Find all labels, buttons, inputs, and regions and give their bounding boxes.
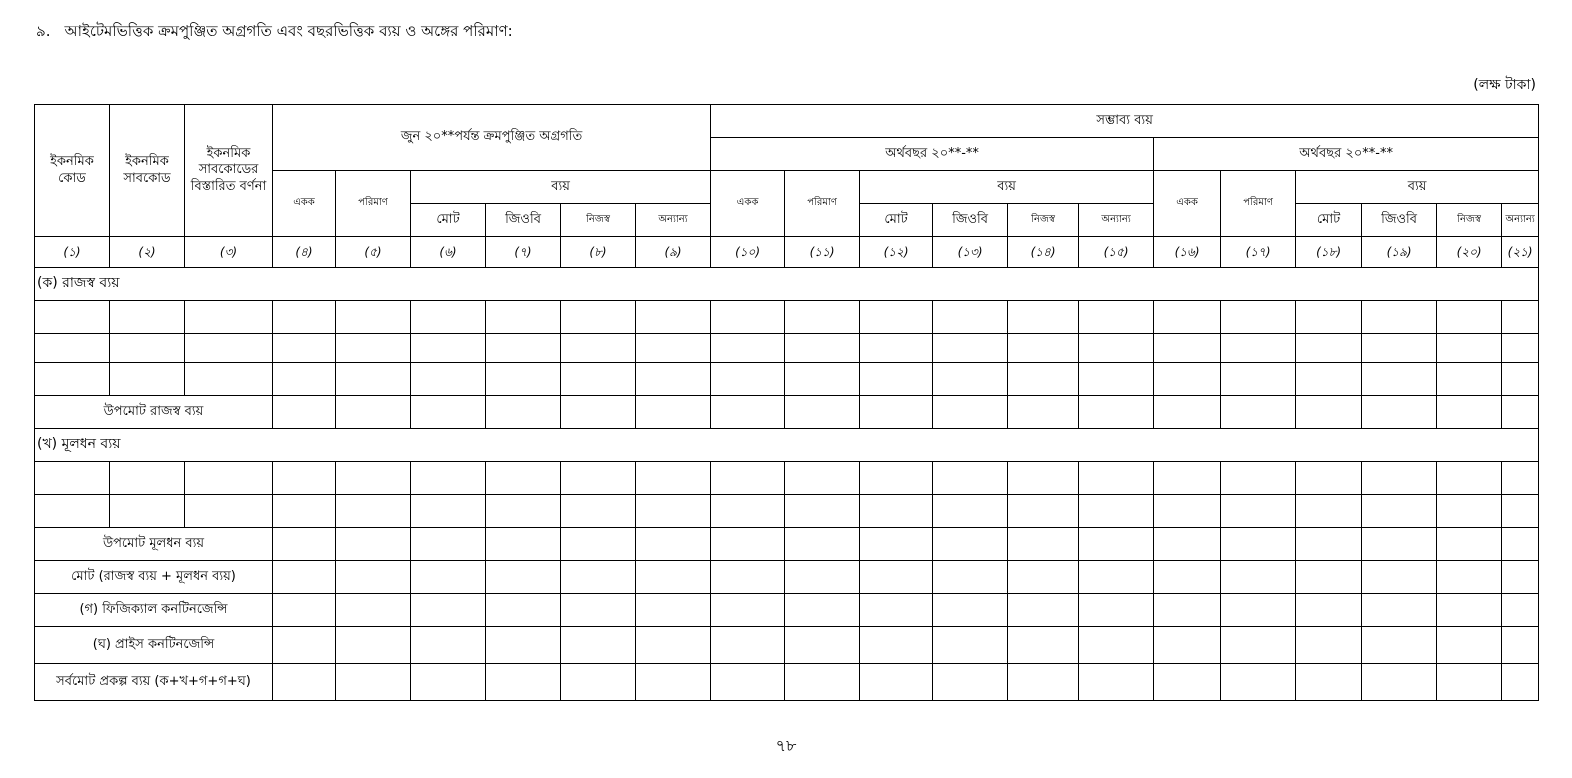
table-cell (486, 363, 561, 396)
table-cell (486, 301, 561, 334)
table-cell (336, 462, 411, 495)
table-cell (1079, 594, 1154, 627)
header-probable-expense: সম্ভাব্য ব্যয় (711, 105, 1539, 138)
table-cell (411, 664, 486, 701)
table-cell (1362, 495, 1437, 528)
table-cell (336, 594, 411, 627)
table-cell (711, 627, 785, 664)
capital-subtotal-label: উপমোট মূলধন ব্যয় (35, 528, 273, 561)
table-cell (1008, 396, 1079, 429)
table-cell (1362, 528, 1437, 561)
table-cell (1008, 528, 1079, 561)
table-cell (785, 363, 860, 396)
table-cell (336, 334, 411, 363)
table-cell (785, 627, 860, 664)
table-cell (711, 334, 785, 363)
table-row (35, 301, 1539, 334)
revenue-subtotal-label: উপমোট রাজস্ব ব্যয় (35, 396, 273, 429)
table-cell (1008, 462, 1079, 495)
table-cell (1296, 594, 1362, 627)
table-cell (411, 627, 486, 664)
table-cell (1502, 627, 1539, 664)
summary-row-grand-total (35, 561, 1539, 594)
table-cell (1437, 334, 1502, 363)
table-cell (860, 462, 933, 495)
summary-row-price-contingency (35, 627, 1539, 664)
table-cell (1154, 495, 1221, 528)
physical-contingency-label: (গ) ফিজিক্যাল কনটিনজেন্সি (35, 594, 273, 627)
table-cell (110, 363, 185, 396)
table-cell (636, 627, 711, 664)
table-cell (636, 334, 711, 363)
table-cell (1296, 561, 1362, 594)
table-cell (1079, 334, 1154, 363)
table-cell (1437, 396, 1502, 429)
table-cell (411, 334, 486, 363)
table-cell (411, 363, 486, 396)
table-cell (1437, 561, 1502, 594)
table-cell (933, 594, 1008, 627)
table-cell (110, 495, 185, 528)
table-cell (1362, 396, 1437, 429)
table-cell (1437, 627, 1502, 664)
table-cell (1154, 594, 1221, 627)
table-cell (636, 301, 711, 334)
table-cell (486, 528, 561, 561)
table-cell (185, 301, 273, 334)
table-cell (336, 301, 411, 334)
header-unit: একক (711, 171, 785, 237)
table-cell (636, 462, 711, 495)
table-cell (1502, 462, 1539, 495)
table-cell (1502, 334, 1539, 363)
table-cell (711, 664, 785, 701)
table-cell (1362, 301, 1437, 334)
table-cell (185, 462, 273, 495)
table-cell (711, 528, 785, 561)
header-unit: একক (273, 171, 336, 237)
table-cell (273, 495, 336, 528)
table-cell (636, 561, 711, 594)
header-own: নিজস্ব (1008, 204, 1079, 237)
table-cell (1502, 363, 1539, 396)
table-cell (336, 627, 411, 664)
table-cell (1221, 396, 1296, 429)
table-cell (860, 301, 933, 334)
table-cell (273, 301, 336, 334)
table-cell (1221, 561, 1296, 594)
table-cell (785, 462, 860, 495)
column-number: (২১) (1502, 237, 1539, 268)
table-cell (1296, 301, 1362, 334)
table-cell (110, 301, 185, 334)
table-cell (933, 664, 1008, 701)
table-cell (1079, 627, 1154, 664)
table-cell (1502, 561, 1539, 594)
table-cell (785, 664, 860, 701)
summary-row-capital-subtotal (35, 528, 1539, 561)
table-cell (486, 396, 561, 429)
table-cell (336, 561, 411, 594)
header-gob: জিওবি (486, 204, 561, 237)
header-fiscal-year-2: অর্থবছর ২০**-** (1154, 138, 1539, 171)
table-cell (411, 561, 486, 594)
table-cell (1008, 594, 1079, 627)
column-number: (৯) (636, 237, 711, 268)
column-number: (৮) (561, 237, 636, 268)
table-cell (711, 495, 785, 528)
table-cell (1296, 462, 1362, 495)
table-cell (1154, 627, 1221, 664)
table-cell (561, 495, 636, 528)
table-cell (273, 462, 336, 495)
table-cell (1221, 627, 1296, 664)
table-cell (1362, 363, 1437, 396)
table-cell (35, 462, 110, 495)
table-cell (1502, 528, 1539, 561)
header-quantity: পরিমাণ (1221, 171, 1296, 237)
table-cell (1296, 363, 1362, 396)
table-cell (1008, 664, 1079, 701)
table-cell (486, 334, 561, 363)
table-cell (1079, 363, 1154, 396)
table-cell (860, 594, 933, 627)
table-cell (933, 495, 1008, 528)
column-number: (১৭) (1221, 237, 1296, 268)
table-cell (1437, 528, 1502, 561)
table-cell (1362, 462, 1437, 495)
table-cell (1079, 495, 1154, 528)
table-row (35, 462, 1539, 495)
table-cell (1154, 664, 1221, 701)
table-cell (1437, 664, 1502, 701)
column-number: (১৯) (1362, 237, 1437, 268)
table-cell (1362, 627, 1437, 664)
table-cell (35, 334, 110, 363)
table-cell (1296, 627, 1362, 664)
table-cell (273, 594, 336, 627)
table-cell (411, 301, 486, 334)
table-cell (1362, 334, 1437, 363)
table-cell (486, 561, 561, 594)
table-cell (711, 561, 785, 594)
table-cell (1502, 495, 1539, 528)
column-number: (১৩) (933, 237, 1008, 268)
table-cell (1437, 363, 1502, 396)
table-cell (411, 528, 486, 561)
table-cell (336, 495, 411, 528)
table-cell (185, 334, 273, 363)
table-cell (561, 594, 636, 627)
column-number: (১১) (785, 237, 860, 268)
table-cell (1437, 301, 1502, 334)
table-cell (1221, 301, 1296, 334)
section-title: আইটেমভিত্তিক ক্রমপুঞ্জিত অগ্রগতি এবং বছরভিত্তিক ব্যয় ও অঙ্গের পরিমাণ: (64, 22, 513, 40)
table-cell (486, 462, 561, 495)
table-cell (1296, 396, 1362, 429)
table-cell (486, 627, 561, 664)
header-quantity: পরিমাণ (336, 171, 411, 237)
table-cell (711, 363, 785, 396)
table-cell (1079, 561, 1154, 594)
header-own: নিজস্ব (1437, 204, 1502, 237)
table-cell (933, 528, 1008, 561)
column-number: (১৬) (1154, 237, 1221, 268)
table-row (35, 495, 1539, 528)
table-cell (636, 594, 711, 627)
table-cell (561, 301, 636, 334)
table-cell (411, 495, 486, 528)
table-cell (273, 528, 336, 561)
table-cell (336, 528, 411, 561)
table-cell (1008, 495, 1079, 528)
table-cell (933, 462, 1008, 495)
table-cell (1008, 363, 1079, 396)
table-cell (1296, 495, 1362, 528)
table-cell (35, 363, 110, 396)
table-cell (1079, 528, 1154, 561)
table-cell (933, 363, 1008, 396)
column-number: (৬) (411, 237, 486, 268)
table-cell (785, 495, 860, 528)
table-cell (1502, 396, 1539, 429)
column-number: (১৪) (1008, 237, 1079, 268)
table-cell (933, 627, 1008, 664)
column-number: (১০) (711, 237, 785, 268)
section-heading (36, 20, 513, 45)
table-cell (860, 334, 933, 363)
table-cell (561, 561, 636, 594)
table-cell (273, 396, 336, 429)
table-cell (1154, 363, 1221, 396)
table-cell (933, 301, 1008, 334)
table-cell (636, 528, 711, 561)
table-cell (1502, 301, 1539, 334)
table-cell (785, 301, 860, 334)
table-cell (1008, 334, 1079, 363)
table-cell (561, 462, 636, 495)
header-expense: ব্যয় (411, 171, 711, 204)
table-cell (1296, 528, 1362, 561)
table-cell (785, 396, 860, 429)
table-cell (1079, 664, 1154, 701)
table-cell (1502, 594, 1539, 627)
table-cell (273, 664, 336, 701)
column-number: (৩) (185, 237, 273, 268)
table-cell (1362, 594, 1437, 627)
table-cell (1221, 594, 1296, 627)
table-cell (860, 664, 933, 701)
column-number-row (35, 237, 1539, 268)
table-cell (411, 396, 486, 429)
table-cell (336, 363, 411, 396)
table-cell (561, 664, 636, 701)
column-number: (১২) (860, 237, 933, 268)
price-contingency-label: (ঘ) প্রাইস কনটিনজেন্সি (35, 627, 273, 664)
table-cell (933, 561, 1008, 594)
table-cell (860, 528, 933, 561)
table-cell (110, 462, 185, 495)
column-number: (৭) (486, 237, 561, 268)
table-cell (1079, 301, 1154, 334)
table-cell (1437, 495, 1502, 528)
table-cell (561, 334, 636, 363)
header-quantity: পরিমাণ (785, 171, 860, 237)
table-cell (273, 627, 336, 664)
table-cell (185, 363, 273, 396)
table-cell (1154, 528, 1221, 561)
table-cell (711, 594, 785, 627)
table-cell (1437, 594, 1502, 627)
header-other: অন্যান্য (1079, 204, 1154, 237)
table-cell (1079, 462, 1154, 495)
table-cell (561, 627, 636, 664)
table-cell (411, 462, 486, 495)
table-cell (636, 396, 711, 429)
header-expense: ব্যয় (860, 171, 1154, 204)
table-cell (273, 363, 336, 396)
table-cell (785, 594, 860, 627)
table-cell (860, 495, 933, 528)
section-row-capital (35, 429, 1539, 462)
table-cell (1296, 334, 1362, 363)
column-number: (২০) (1437, 237, 1502, 268)
table-cell (860, 627, 933, 664)
header-total: মোট (860, 204, 933, 237)
summary-row-physical-contingency (35, 594, 1539, 627)
table-cell (1221, 462, 1296, 495)
table-cell (1221, 664, 1296, 701)
table-cell (561, 396, 636, 429)
header-total: মোট (411, 204, 486, 237)
table-cell (860, 561, 933, 594)
page-number: ৭৮ (775, 736, 797, 755)
header-row-1 (35, 105, 1539, 138)
table-cell (1221, 495, 1296, 528)
table-cell (860, 363, 933, 396)
column-number: (১৫) (1079, 237, 1154, 268)
header-other: অন্যান্য (636, 204, 711, 237)
section-capital-label: (খ) মূলধন ব্যয় (35, 429, 1539, 462)
table-cell (1154, 561, 1221, 594)
table-cell (636, 495, 711, 528)
table-cell (1502, 664, 1539, 701)
section-row-revenue (35, 268, 1539, 301)
header-unit: একক (1154, 171, 1221, 237)
table-cell (1008, 627, 1079, 664)
header-other: অন্যান্য (1502, 204, 1539, 237)
table-row (35, 334, 1539, 363)
table-cell (1221, 528, 1296, 561)
table-cell (1008, 301, 1079, 334)
header-own: নিজস্ব (561, 204, 636, 237)
table-cell (273, 334, 336, 363)
column-number: (১) (35, 237, 110, 268)
table-cell (711, 301, 785, 334)
table-cell (711, 462, 785, 495)
table-cell (273, 561, 336, 594)
section-revenue-label: (ক) রাজস্ব ব্যয় (35, 268, 1539, 301)
column-number: (১৮) (1296, 237, 1362, 268)
table-cell (1362, 664, 1437, 701)
table-cell (336, 396, 411, 429)
table-cell (35, 301, 110, 334)
table-cell (35, 495, 110, 528)
table-cell (1362, 561, 1437, 594)
table-cell (1437, 462, 1502, 495)
header-economic-subcode: ইকনমিক সাবকোড (110, 105, 185, 237)
table-cell (636, 363, 711, 396)
table-cell (486, 664, 561, 701)
section-number: ৯. (36, 22, 51, 40)
table-cell (1221, 334, 1296, 363)
table-cell (110, 334, 185, 363)
table-cell (1296, 664, 1362, 701)
table-cell (1154, 334, 1221, 363)
table-cell (486, 594, 561, 627)
header-subcode-description: ইকনমিক সাবকোডের বিস্তারিত বর্ণনা (185, 105, 273, 237)
table-cell (411, 594, 486, 627)
header-economic-code: ইকনমিক কোড (35, 105, 110, 237)
table-cell (711, 396, 785, 429)
table-cell (1154, 301, 1221, 334)
header-expense: ব্যয় (1296, 171, 1539, 204)
summary-row-revenue-subtotal (35, 396, 1539, 429)
table-row (35, 363, 1539, 396)
header-fiscal-year-1: অর্থবছর ২০**-** (711, 138, 1154, 171)
unit-note: (লক্ষ টাকা) (1473, 77, 1536, 93)
progress-expense-table (34, 104, 1539, 701)
table-cell (336, 664, 411, 701)
column-number: (৪) (273, 237, 336, 268)
header-cumulative-progress: জুন ২০**পর্যন্ত ক্রমপুঞ্জিত অগ্রগতি (273, 105, 711, 171)
table-cell (636, 664, 711, 701)
table-cell (785, 561, 860, 594)
table-cell (1008, 561, 1079, 594)
column-number: (২) (110, 237, 185, 268)
project-total-label: সর্বমোট প্রকল্প ব্যয় (ক+খ+গ+গ+ঘ) (35, 664, 273, 701)
table-cell (860, 396, 933, 429)
table-cell (933, 334, 1008, 363)
table-cell (486, 495, 561, 528)
table-cell (561, 363, 636, 396)
summary-row-project-total (35, 664, 1539, 701)
table-cell (785, 334, 860, 363)
table-cell (1154, 396, 1221, 429)
table-cell (933, 396, 1008, 429)
grand-total-label: মোট (রাজস্ব ব্যয় + মূলধন ব্যয়) (35, 561, 273, 594)
table-cell (785, 528, 860, 561)
table-cell (561, 528, 636, 561)
header-gob: জিওবি (1362, 204, 1437, 237)
header-gob: জিওবি (933, 204, 1008, 237)
table-cell (185, 495, 273, 528)
table-cell (1079, 396, 1154, 429)
table-cell (1221, 363, 1296, 396)
column-number: (৫) (336, 237, 411, 268)
header-total: মোট (1296, 204, 1362, 237)
table-cell (1154, 462, 1221, 495)
